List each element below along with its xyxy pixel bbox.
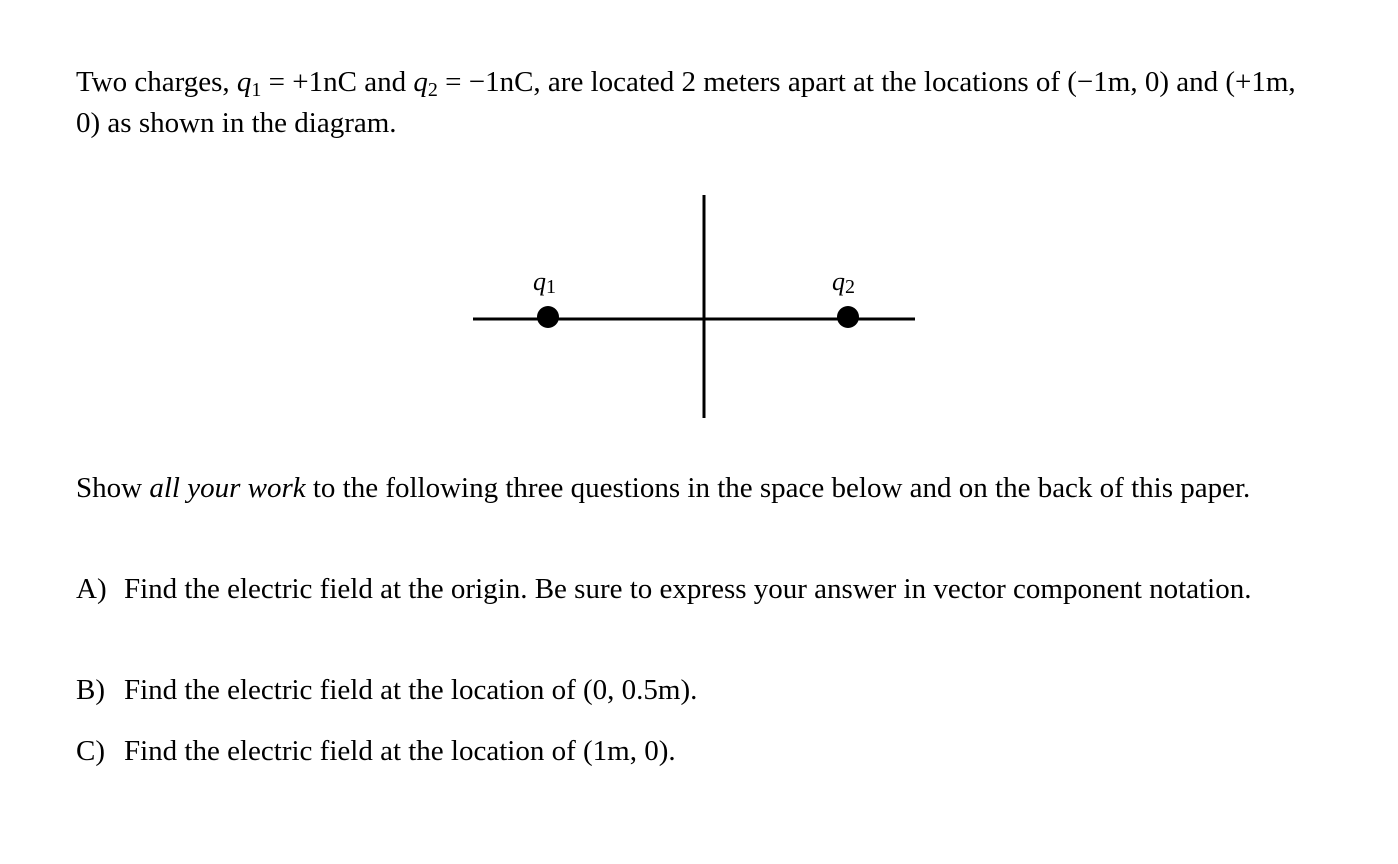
instructions-emphasis: all your work xyxy=(149,472,306,504)
instructions-text-1: Show xyxy=(76,472,150,504)
charge-q1-sub: 1 xyxy=(546,276,556,298)
problem-statement xyxy=(76,62,1326,144)
question-b-label: B) xyxy=(76,674,105,706)
question-b xyxy=(76,670,1326,711)
intro-text-2: = +1nC and xyxy=(261,66,414,98)
q1-symbol: q xyxy=(236,66,252,98)
charge-q1-dot xyxy=(537,306,559,328)
instructions xyxy=(76,468,1326,509)
charge-diagram xyxy=(470,190,920,422)
instructions-text-2: to the following three questions in the space below and on the back of this paper. xyxy=(305,472,1251,504)
charge-q2-letter: q xyxy=(832,267,845,296)
q1-subscript: 1 xyxy=(251,79,262,101)
intro-text-1: Two charges, xyxy=(76,66,237,98)
question-a xyxy=(76,569,1326,610)
intro-text-3: = −1nC, are located 2 meters apart at the locations of (−1m, 0) and (+1m, 0) as shown in the diagram. xyxy=(76,66,1296,139)
question-c-label: C) xyxy=(76,735,105,767)
charge-q2-sub: 2 xyxy=(845,276,855,298)
question-c xyxy=(76,731,1326,772)
charge-q2-dot xyxy=(837,306,859,328)
q2-symbol: q xyxy=(413,66,428,98)
question-a-text: Find the electric field at the origin. Be sure to express your answer in vector component notation. xyxy=(124,573,1252,605)
question-a-label: A) xyxy=(76,573,107,605)
q2-subscript: 2 xyxy=(427,79,438,101)
charge-q2-label xyxy=(832,267,855,298)
charge-q1-letter: q xyxy=(533,267,546,296)
charge-q1-label xyxy=(533,267,556,298)
question-b-text: Find the electric field at the location of (0, 0.5m). xyxy=(124,674,698,706)
question-c-text: Find the electric field at the location of (1m, 0). xyxy=(124,735,676,767)
